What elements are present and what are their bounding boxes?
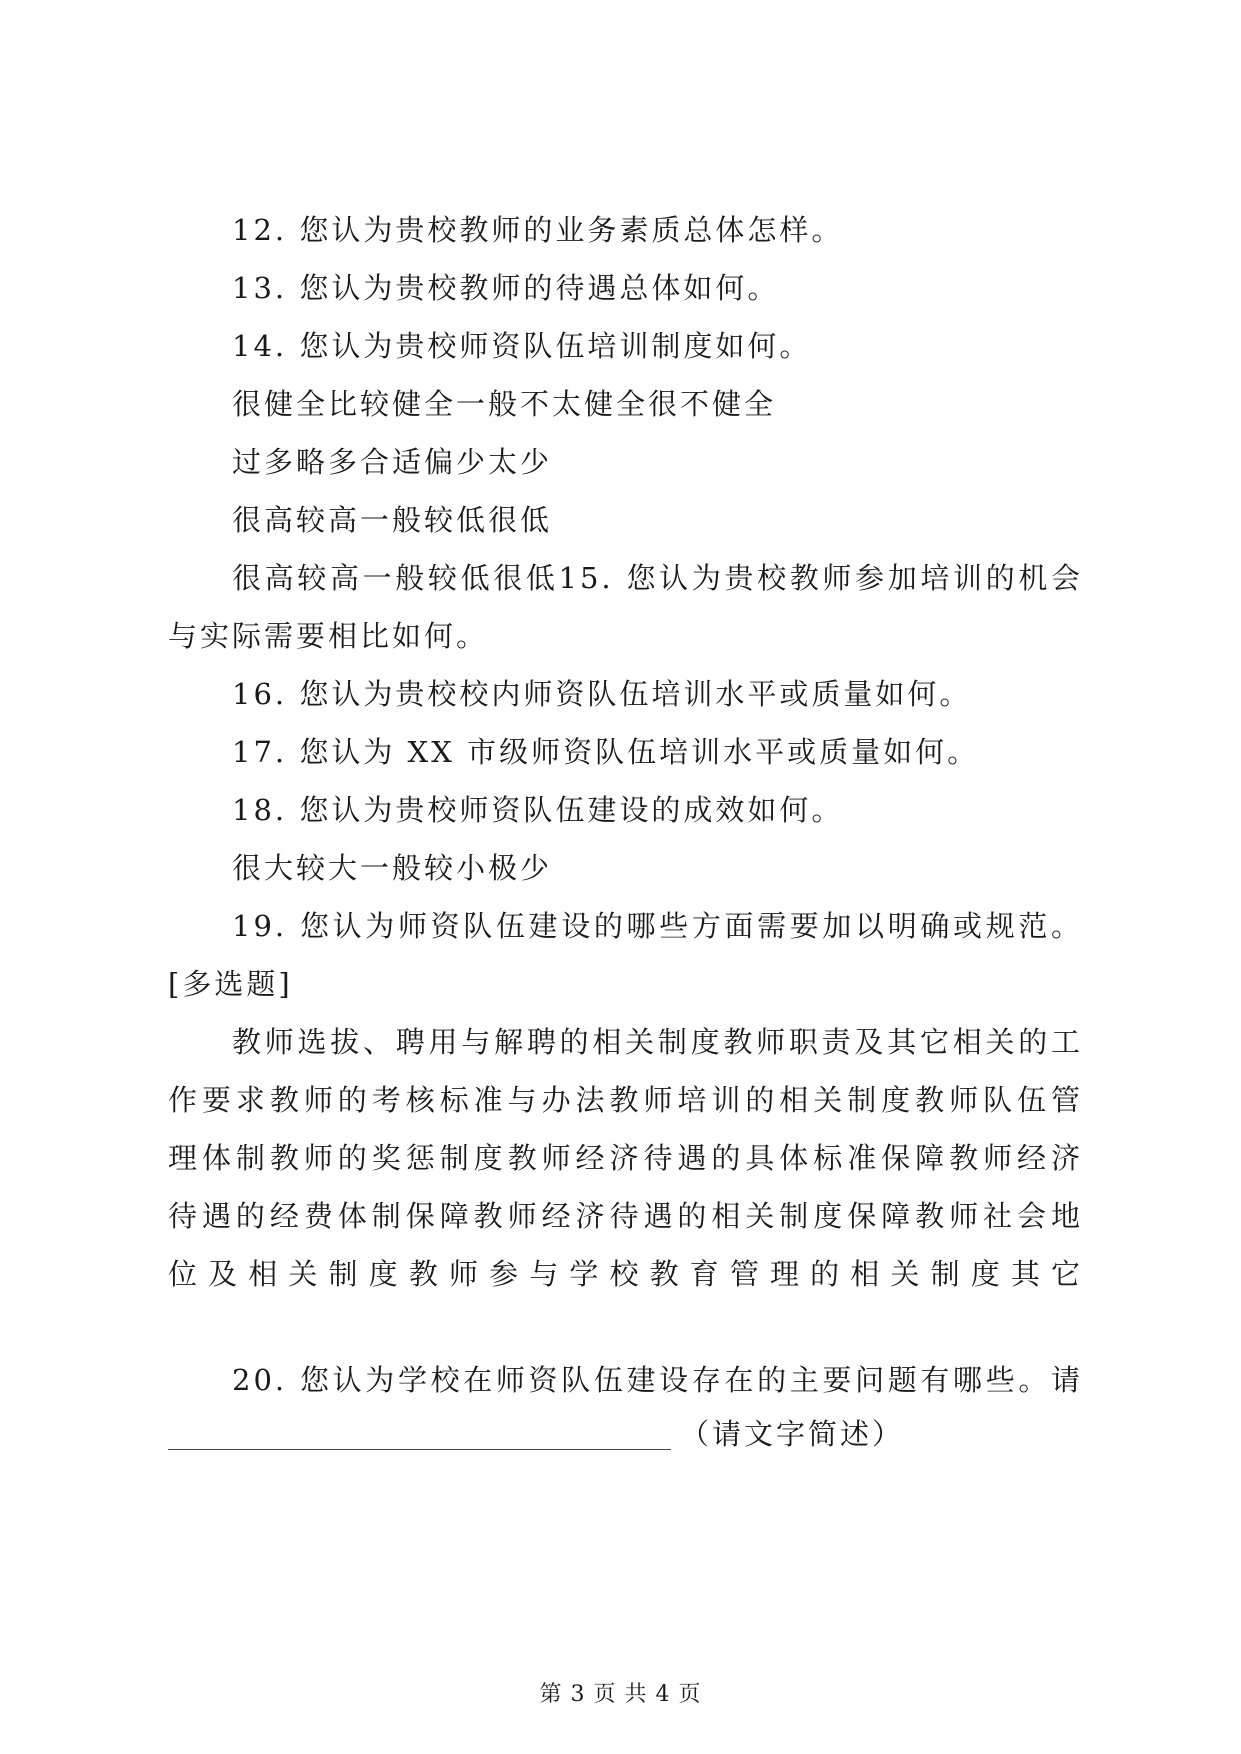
question-13: 13. 您认为贵校教师的待遇总体如何。 [232,271,780,305]
question-16: 16. 您认为贵校校内师资队伍培训水平或质量如何。 [232,677,972,711]
options-completeness: 很健全比较健全一般不太健全很不健全 [232,387,777,421]
question-15-line-2: 与实际需要相比如何。 [168,619,489,653]
options-19-line-1: 教师选拔、聘用与解聘的相关制度教师职责及其它相关的工 [232,1025,1083,1059]
options-19-line-2: 作要求教师的考核标准与办法教师培训的相关制度教师队伍管 [168,1083,1083,1117]
answer-blank-line [168,1449,671,1450]
answer-note: （请文字简述） [680,1417,905,1451]
question-18: 18. 您认为贵校师资队伍建设的成效如何。 [232,793,844,827]
question-20: 20. 您认为学校在师资队伍建设存在的主要问题有哪些。请 [232,1363,1083,1397]
options-19-line-4: 待遇的经费体制保障教师经济待遇的相关制度保障教师社会地 [168,1199,1083,1233]
multi-choice-tag: [多选题] [168,967,293,1001]
options-19-line-5: 位及相关制度教师参与学校教育管理的相关制度其它 [168,1257,1083,1291]
question-17: 17. 您认为 XX 市级师资队伍培训水平或质量如何。 [232,735,980,769]
question-15-line-1: 很高较高一般较低很低15. 您认为贵校教师参加培训的机会 [232,561,1083,595]
question-12: 12. 您认为贵校教师的业务素质总体怎样。 [232,213,844,247]
question-14: 14. 您认为贵校师资队伍培训制度如何。 [232,329,812,363]
options-level-1: 很高较高一般较低很低 [232,503,553,537]
page-footer: 第 3 页 共 4 页 [539,1682,702,1707]
options-quantity: 过多略多合适偏少太少 [232,445,553,479]
question-19: 19. 您认为师资队伍建设的哪些方面需要加以明确或规范。 [232,909,1083,943]
options-19-line-3: 理体制教师的奖惩制度教师经济待遇的具体标准保障教师经济 [168,1141,1083,1175]
options-effect: 很大较大一般较小极少 [232,851,553,885]
